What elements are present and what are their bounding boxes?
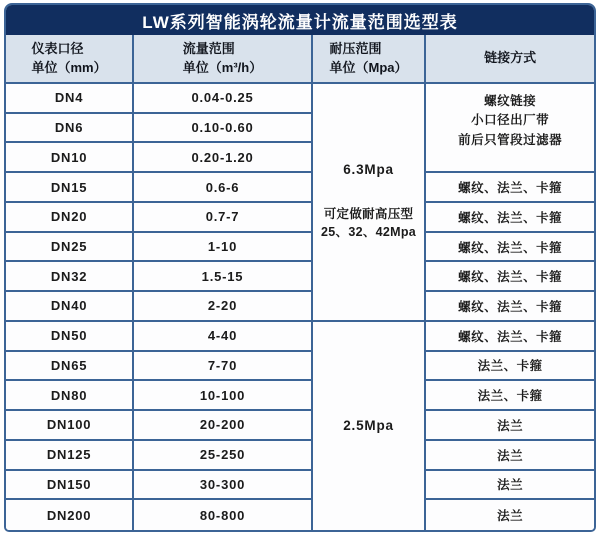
flow-range-cell: 7-70 bbox=[134, 352, 313, 382]
port-size-cell: DN20 bbox=[6, 203, 134, 233]
connection-cell-small-bore-note bbox=[426, 84, 594, 173]
connection-cell: 法兰 bbox=[426, 471, 594, 501]
column-header-pressure bbox=[313, 35, 426, 82]
flow-range-cell: 1-10 bbox=[134, 233, 313, 263]
column-header-port-size-line2: 单位（mm） bbox=[31, 59, 107, 75]
pressure-custom-note-line1: 可定做耐高压型 bbox=[323, 206, 414, 221]
pressure-value: 2.5Mpa bbox=[343, 418, 394, 434]
pressure-value: 6.3Mpa bbox=[343, 161, 394, 177]
connection-note-line3: 前后只管段过滤器 bbox=[458, 132, 563, 147]
connection-cell: 螺纹、法兰、卡箍 bbox=[426, 322, 594, 352]
port-size-cell: DN40 bbox=[6, 292, 134, 322]
connection-cell: 法兰 bbox=[426, 441, 594, 471]
column-header-flow-range-line2: 单位（m³/h） bbox=[182, 59, 263, 75]
pressure-custom-note bbox=[321, 205, 416, 243]
port-size-cell: DN125 bbox=[6, 441, 134, 471]
connection-cell: 螺纹、法兰、卡箍 bbox=[426, 262, 594, 292]
port-size-cell: DN15 bbox=[6, 173, 134, 203]
flow-range-cell: 10-100 bbox=[134, 381, 313, 411]
connection-cell: 法兰 bbox=[426, 411, 594, 441]
table-body bbox=[6, 84, 594, 530]
connection-cell: 法兰、卡箍 bbox=[426, 381, 594, 411]
column-header-flow-range-line1: 流量范围 bbox=[182, 40, 235, 56]
connection-cell: 螺纹、法兰、卡箍 bbox=[426, 173, 594, 203]
connection-cell: 螺纹、法兰、卡箍 bbox=[426, 203, 594, 233]
connection-note-line2: 小口径出厂带 bbox=[471, 113, 550, 128]
column-header-pressure-line2: 单位（Mpa） bbox=[329, 59, 408, 75]
port-size-cell: DN10 bbox=[6, 143, 134, 173]
port-size-cell: DN100 bbox=[6, 411, 134, 441]
table-header-row bbox=[6, 35, 594, 84]
flow-range-cell: 30-300 bbox=[134, 471, 313, 501]
port-size-cell: DN80 bbox=[6, 381, 134, 411]
flow-range-cell: 1.5-15 bbox=[134, 262, 313, 292]
flow-range-cell: 0.6-6 bbox=[134, 173, 313, 203]
pressure-custom-note-line2: 25、32、42Mpa bbox=[321, 225, 417, 240]
flow-range-cell: 80-800 bbox=[134, 500, 313, 530]
connection-cell: 法兰 bbox=[497, 509, 524, 524]
connection-cell: 法兰、卡箍 bbox=[426, 352, 594, 382]
column-header-connection: 链接方式 bbox=[484, 50, 537, 66]
flow-range-cell: 2-20 bbox=[134, 292, 313, 322]
connection-note-line1: 螺纹链接 bbox=[484, 94, 537, 108]
port-size-cell: DN65 bbox=[6, 352, 134, 382]
column-header-flow-range bbox=[134, 35, 313, 82]
selection-table bbox=[4, 3, 596, 532]
column-header-port-size bbox=[6, 35, 134, 82]
column-header-pressure-line1: 耐压范围 bbox=[329, 40, 382, 56]
port-size-cell: DN4 bbox=[6, 84, 134, 114]
connection-cell: 螺纹、法兰、卡箍 bbox=[426, 292, 594, 322]
flow-range-cell: 25-250 bbox=[134, 441, 313, 471]
flow-range-cell: 0.7-7 bbox=[134, 203, 313, 233]
pressure-cell-low bbox=[313, 322, 426, 530]
flow-range-cell: 0.10-0.60 bbox=[134, 114, 313, 144]
port-size-cell: DN50 bbox=[6, 322, 134, 352]
column-header-port-size-line1: 仪表口径 bbox=[31, 40, 84, 56]
port-size-cell: DN6 bbox=[6, 114, 134, 144]
flow-range-cell: 0.04-0.25 bbox=[134, 84, 313, 114]
port-size-cell: DN200 bbox=[6, 500, 134, 530]
port-size-cell: DN25 bbox=[6, 233, 134, 263]
pressure-cell-high bbox=[313, 84, 426, 322]
port-size-cell: DN150 bbox=[6, 471, 134, 501]
flow-range-cell: 20-200 bbox=[134, 411, 313, 441]
table-title: LW系列智能涡轮流量计流量范围选型表 bbox=[6, 5, 594, 35]
connection-cell: 螺纹、法兰、卡箍 bbox=[426, 233, 594, 263]
port-size-cell: DN32 bbox=[6, 262, 134, 292]
flow-range-cell: 0.20-1.20 bbox=[134, 143, 313, 173]
flow-range-cell: 4-40 bbox=[134, 322, 313, 352]
